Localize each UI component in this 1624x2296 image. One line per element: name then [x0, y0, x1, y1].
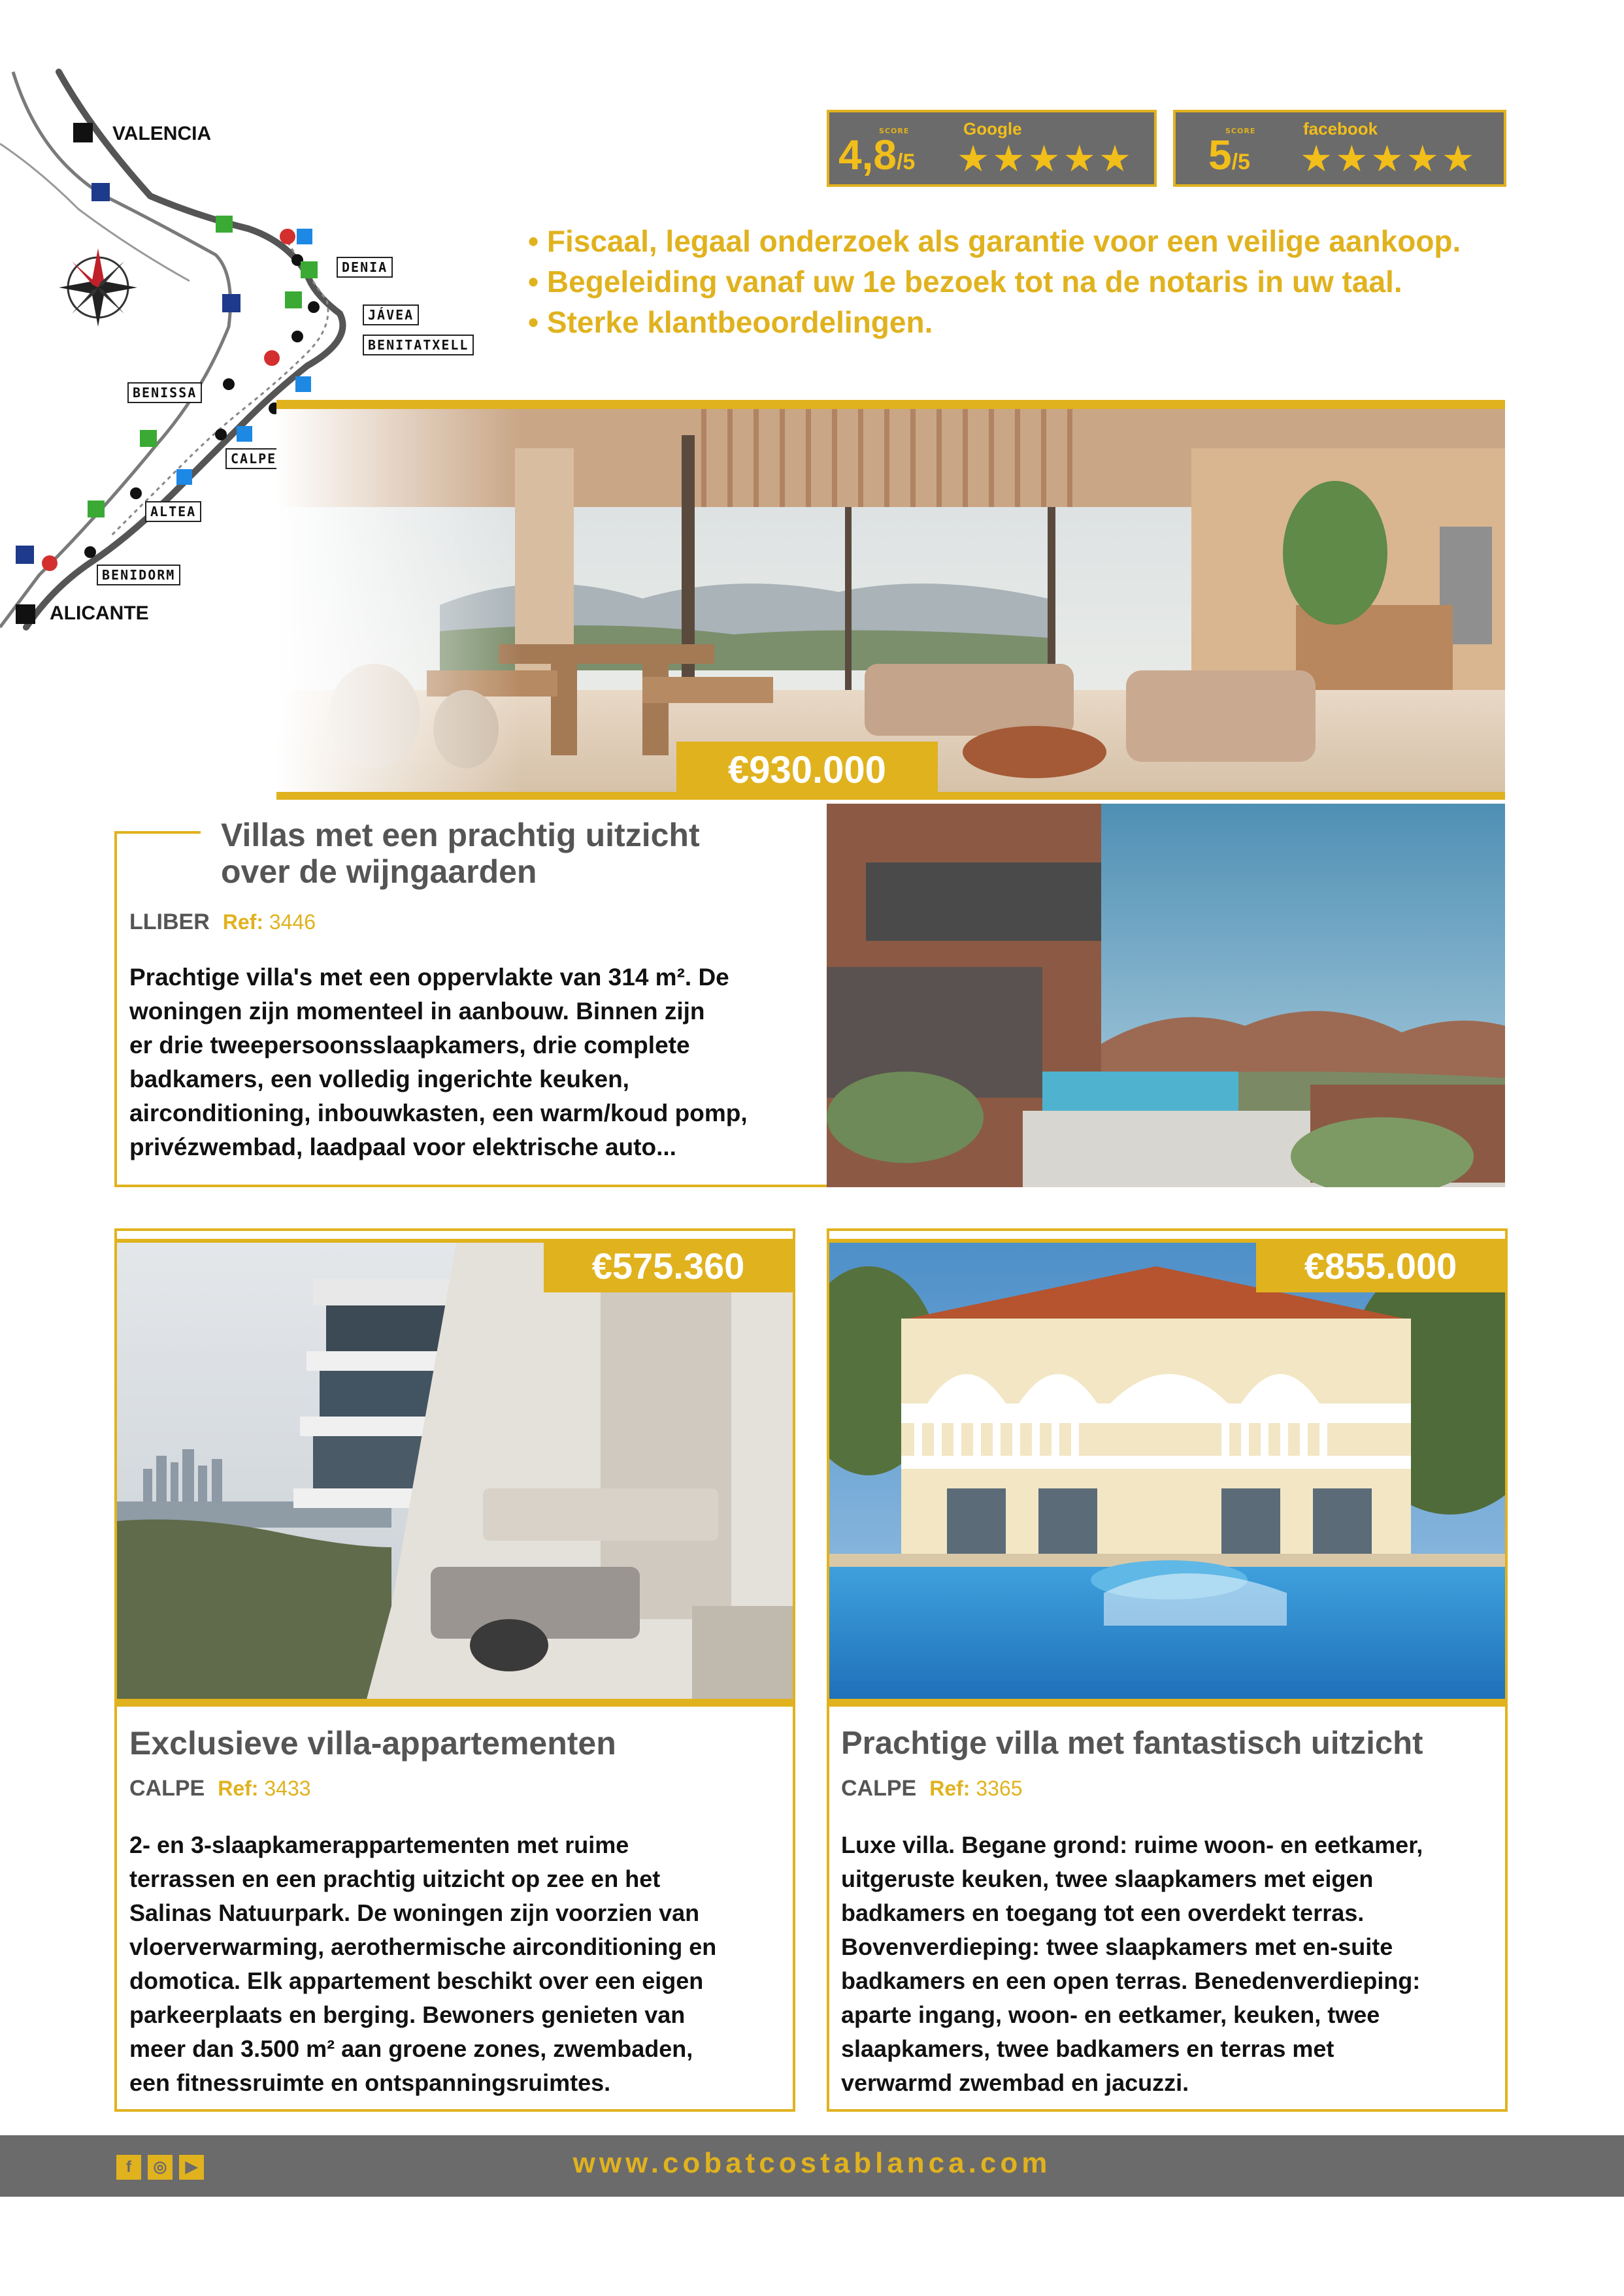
- listing-meta: [129, 1776, 311, 1801]
- town-label: CALPE: [225, 448, 282, 469]
- listing-photo-exterior: [827, 804, 1505, 1187]
- listing-meta: [841, 1776, 1023, 1801]
- listing-meta: [129, 910, 316, 935]
- instagram-icon[interactable]: ◎: [148, 2155, 173, 2180]
- location-label: CALPE: [841, 1776, 917, 1801]
- compass-rose-icon: [59, 248, 137, 327]
- listing-photo-apartments: [117, 1240, 793, 1704]
- footer-bar: [0, 2135, 1624, 2197]
- selling-point: • Begeleiding vanaf uw 1e bezoek tot na de notaris in uw taal.: [528, 265, 1402, 299]
- price-tag: €930.000: [676, 742, 938, 799]
- ref-label: Ref: 3365: [929, 1777, 1023, 1800]
- facebook-icon[interactable]: f: [116, 2155, 141, 2180]
- website-link[interactable]: www.cobatcostablanca.com: [572, 2147, 1052, 2179]
- gold-divider: [276, 792, 1505, 800]
- city-label-alicante: ALICANTE: [50, 602, 149, 624]
- listing-title: Villas met een prachtig uitzicht over de wijngaarden: [221, 817, 700, 890]
- selling-points: [528, 221, 1508, 342]
- price-tag: €855.000: [1256, 1240, 1505, 1292]
- town-label: BENITATXELL: [363, 335, 474, 355]
- listing-photo-villa-pool: [829, 1240, 1505, 1704]
- listing-description: Luxe villa. Begane grond: ruime woon- en eetkamer, uitgeruste keuken, twee slaapkamers met eigen badkamers en toegang tot een overdekt terras. Bovenverdieping: twee slaapkamers met en-suite badkamers en een open terras. Benedenverdieping: aparte ingang, woon- en eetkamer, keuken, twee slaapkamers, twee badkamers en terras met verwarmd zwembad en jacuzzi.: [841, 1831, 1423, 2096]
- gold-divider: [114, 831, 201, 834]
- listing-title: Exclusieve villa-appartementen: [129, 1725, 616, 1762]
- city-label-valencia: VALENCIA: [112, 123, 212, 144]
- gold-divider: [276, 400, 1505, 409]
- ref-label: Ref: 3433: [218, 1777, 311, 1800]
- score-caption: SCORE: [879, 127, 910, 135]
- google-score: 4,8/5: [838, 131, 916, 178]
- listing-description: Prachtige villa's met een oppervlakte van 314 m². De woningen zijn momenteel in aanbouw. Binnen zijn er drie tweepersoonsslaapkamers, drie complete badkamers, een volledig ingerichte keuken, airconditioning, inbouwkasten, een warm/koud pomp, privézwembad, laadpaal voor elektrische auto...: [129, 964, 748, 1160]
- price-tag: €575.360: [544, 1240, 793, 1292]
- town-label: BENIDORM: [97, 565, 180, 585]
- score-caption: SCORE: [1225, 127, 1256, 135]
- town-label: DENIA: [337, 257, 393, 278]
- listing-title: Prachtige villa met fantastisch uitzicht: [841, 1726, 1423, 1761]
- town-label: BENISSA: [127, 382, 202, 403]
- facebook-score: 5/5: [1208, 131, 1250, 178]
- gold-divider: [117, 1699, 793, 1707]
- town-label: JÁVEA: [363, 304, 419, 325]
- listing-description: 2- en 3-slaapkamerappartementen met ruime terrassen en een prachtig uitzicht op zee en het Salinas Natuurpark. De woningen zijn voorzien van vloerverwarming, aerothermische airconditioning en domotica. Elk appartement beschikt over een eigen parkeerplaats en berging. Bewoners genieten van meer dan 3.500 m² aan groene zones, zwembaden, een fitnessruimte en ontspanningsruimtes.: [129, 1831, 717, 2096]
- listing-photo-interior: [276, 409, 1505, 795]
- location-label: LLIBER: [129, 910, 210, 934]
- selling-point: • Sterke klantbeoordelingen.: [528, 305, 933, 339]
- town-label: ALTEA: [145, 501, 201, 522]
- google-logo: Google: [963, 119, 1022, 139]
- gold-divider: [829, 1699, 1505, 1707]
- youtube-icon[interactable]: ▶: [179, 2155, 204, 2180]
- selling-point: • Fiscaal, legaal onderzoek als garantie voor een veilige aankoop.: [528, 224, 1461, 258]
- star-rating-icon: ★★★★★: [957, 138, 1135, 180]
- location-label: CALPE: [129, 1776, 205, 1801]
- facebook-logo: facebook: [1303, 119, 1378, 139]
- google-rating-badge: [827, 110, 1157, 187]
- star-rating-icon: ★★★★★: [1300, 138, 1478, 180]
- ref-label: Ref: 3446: [222, 910, 316, 934]
- facebook-rating-badge: [1173, 110, 1506, 187]
